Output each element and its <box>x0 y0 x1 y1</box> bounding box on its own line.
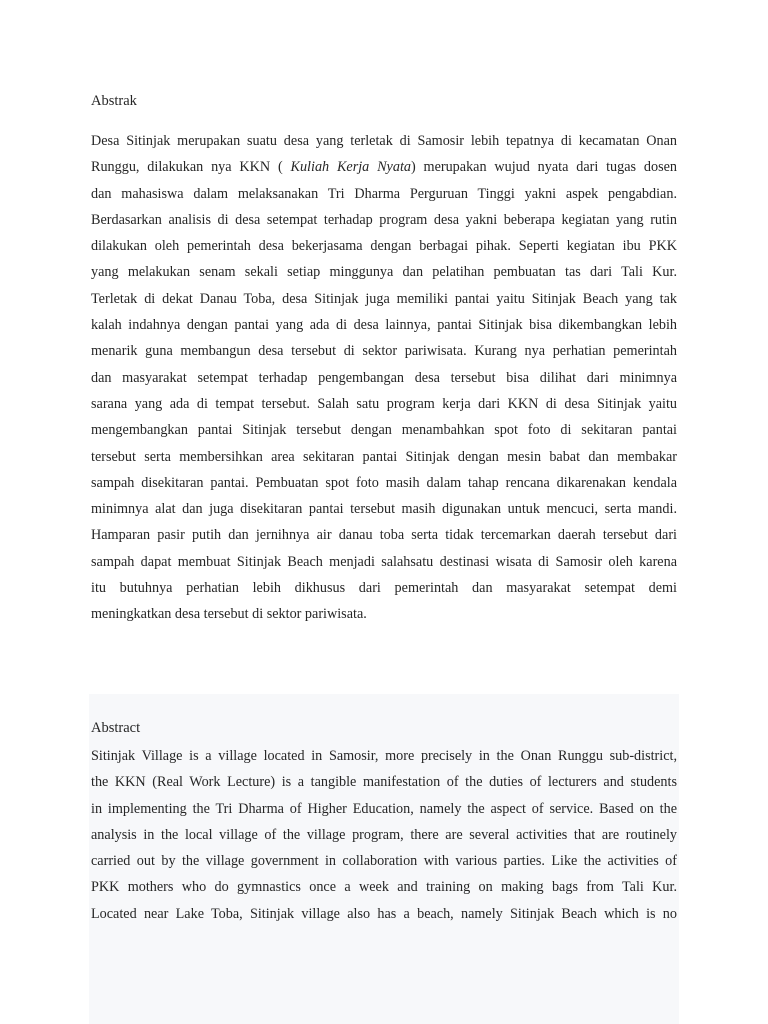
abstract-line: Sitinjak Village is a village located in Samosir, more precisely in the Onan Runggu sub-district, <box>91 748 677 764</box>
abstrak-paragraph <box>91 128 677 628</box>
abstrak-line: mengembangkan pantai Sitinjak tersebut dengan menambahkan spot foto di sekitaran pantai <box>91 422 677 439</box>
abstrak-heading: Abstrak <box>91 93 137 109</box>
abstract-line: carried out by the village government in collaboration with various parties. Like the activities of <box>91 853 677 870</box>
abstract-line: Located near Lake Toba, Sitinjak village also has a beach, namely Sitinjak Beach which is no <box>91 905 677 922</box>
abstrak-line: Berdasarkan analisis di desa setempat terhadap program desa yakni beberapa kegiatan yang rutin <box>91 211 677 228</box>
abstract-paragraph <box>91 743 677 927</box>
abstrak-line: minimnya alat dan juga disekitaran pantai tersebut masih digunakan untuk mencuci, serta mandi. <box>91 501 677 518</box>
abstrak-line: sampah dapat membuat Sitinjak Beach menjadi salahsatu destinasi wisata di Samosir oleh karena <box>91 553 677 570</box>
abstrak-line: tersebut serta membersihkan area sekitaran pantai Sitinjak dengan mesin babat dan membakar <box>91 448 677 465</box>
abstrak-line: dan mahasiswa dalam melaksanakan Tri Dharma Perguruan Tinggi yakni aspek pengabdian. <box>91 185 677 202</box>
abstract-heading: Abstract <box>91 720 141 736</box>
abstrak-italic-term: Kuliah Kerja Nyata <box>290 159 411 176</box>
abstrak-line: kalah indahnya dengan pantai yang ada di desa lainnya, pantai Sitinjak bisa dikembangkan lebih <box>91 317 677 334</box>
abstract-line: PKK mothers who do gymnastics once a week and training on making bags from Tali Kur. <box>91 879 677 896</box>
abstrak-line-part: ) merupakan wujud nyata dari tugas dosen <box>410 159 677 176</box>
abstrak-line: itu butuhnya perhatian lebih dikhusus dari pemerintah dan masyarakat setempat demi <box>91 580 677 597</box>
abstrak-line: meningkatkan desa tersebut di sektor pariwisata. <box>91 606 367 623</box>
abstract-line: analysis in the local village of the village program, there are several activities that are routinely <box>91 826 677 843</box>
abstrak-line <box>91 154 677 180</box>
abstrak-line: Terletak di dekat Danau Toba, desa Sitinjak juga memiliki pantai yaitu Sitinjak Beach yang tak <box>91 290 677 307</box>
abstrak-line: sarana yang ada di tempat tersebut. Salah satu program kerja dari KKN di desa Sitinjak yaitu <box>91 395 677 412</box>
abstrak-line: yang melakukan senam sekali setiap minggunya dan pelatihan pembuatan tas dari Tali Kur. <box>91 264 677 281</box>
abstract-line: the KKN (Real Work Lecture) is a tangible manifestation of the duties of lecturers and students <box>91 774 677 791</box>
abstrak-line: Hamparan pasir putih dan jernihnya air danau toba serta tidak tercemarkan daerah tersebut dari <box>91 527 677 544</box>
abstrak-line-part: Runggu, dilakukan nya KKN ( <box>91 159 291 176</box>
abstrak-line: sampah disekitaran pantai. Pembuatan spot foto masih dalam tahap rencana dikarenakan kendala <box>91 474 677 491</box>
abstrak-line: dilakukan oleh pemerintah desa bekerjasama dengan berbagai pihak. Seperti kegiatan ibu PKK <box>91 238 677 255</box>
abstract-line: in implementing the Tri Dharma of Higher Education, namely the aspect of service. Based on the <box>91 800 677 817</box>
abstrak-line: Desa Sitinjak merupakan suatu desa yang terletak di Samosir lebih tepatnya di kecamatan Onan <box>91 133 677 149</box>
abstrak-line: dan masyarakat setempat terhadap pengembangan desa tersebut bisa dilihat dari minimnya <box>91 369 677 386</box>
abstrak-line: menarik guna membangun desa tersebut di sektor pariwisata. Kurang nya perhatian pemerintah <box>91 343 677 360</box>
